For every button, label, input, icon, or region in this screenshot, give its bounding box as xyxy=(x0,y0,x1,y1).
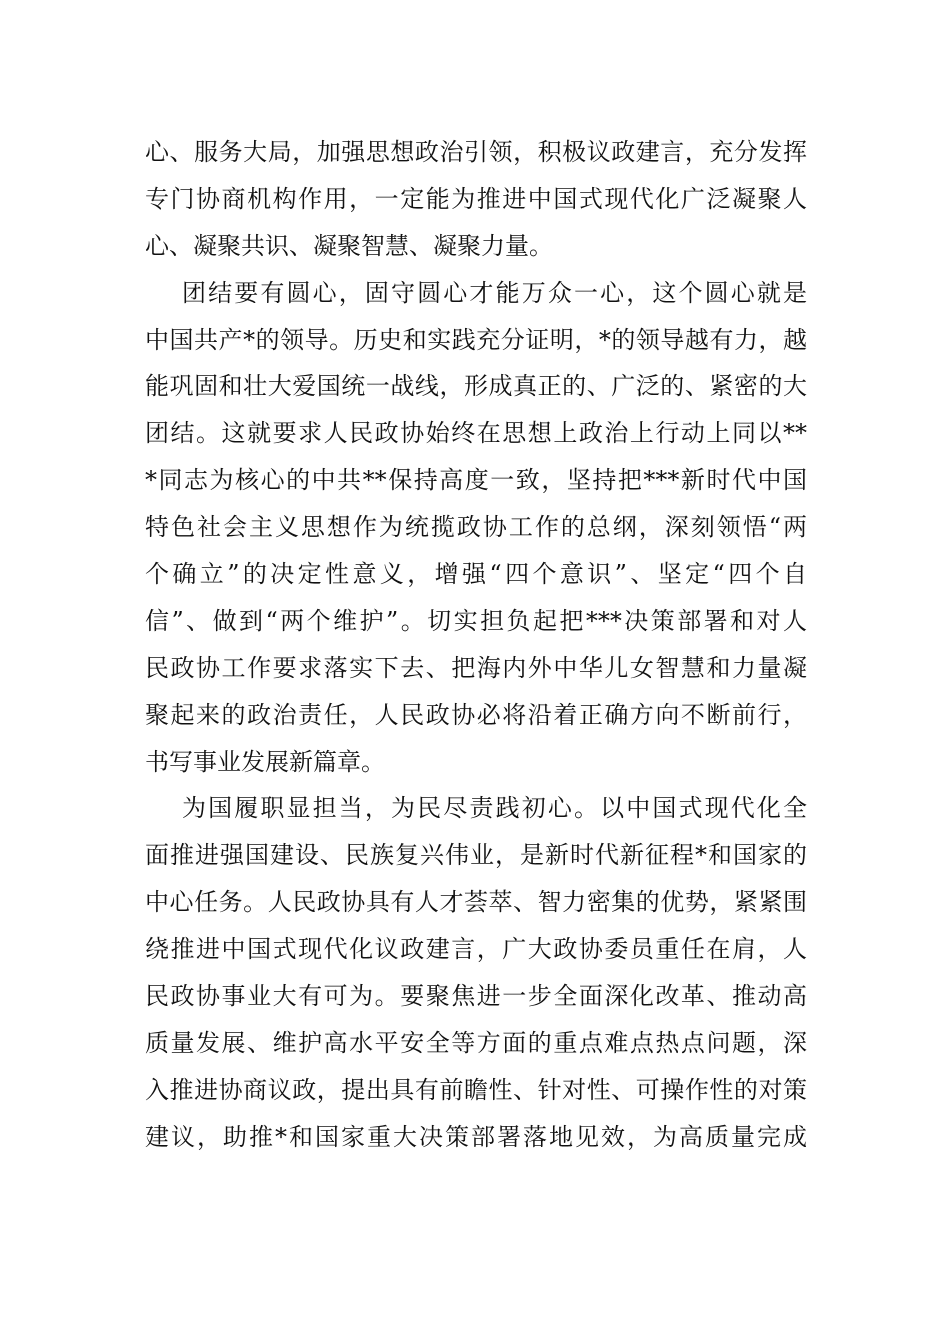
text-line: 个确立”的决定性意义，增强“四个意识”、坚定“四个自 xyxy=(145,560,807,589)
text-line: 团结。这就要求人民政协始终在思想上政治上行动上同以** xyxy=(145,419,807,448)
text-line: 团结要有圆心，固守圆心才能万众一心，这个圆心就是 xyxy=(182,278,807,307)
text-line: 面推进强国建设、民族复兴伟业，是新时代新征程*和国家的 xyxy=(145,841,807,870)
text-line: 特色社会主义思想作为统揽政协工作的总纲，深刻领悟“两 xyxy=(145,513,807,542)
text-line: 绕推进中国式现代化议政建言，广大政协委员重任在肩，人 xyxy=(145,935,807,964)
document-page xyxy=(145,129,807,1161)
text-line: 中心任务。人民政协具有人才荟萃、智力密集的优势，紧紧围 xyxy=(145,888,807,917)
paragraph xyxy=(145,129,807,270)
text-line: 民政协工作要求落实下去、把海内外中华儿女智慧和力量凝 xyxy=(145,653,807,682)
text-line: 信”、做到“两个维护”。切实担负起把***决策部署和对人 xyxy=(145,606,807,635)
text-line: 书写事业发展新篇章。 xyxy=(145,747,385,776)
text-line: 心、凝聚共识、凝聚智慧、凝聚力量。 xyxy=(145,231,553,260)
text-line: *同志为核心的中共**保持高度一致，坚持把***新时代中国 xyxy=(145,466,807,495)
text-line: 为国履职显担当，为民尽责践初心。以中国式现代化全 xyxy=(182,794,807,823)
text-line: 中国共产*的领导。历史和实践充分证明，*的领导越有力，越 xyxy=(145,325,807,354)
text-line: 建议，助推*和国家重大决策部署落地见效，为高质量完成 xyxy=(145,1122,807,1151)
text-line: 专门协商机构作用，一定能为推进中国式现代化广泛凝聚人 xyxy=(145,184,807,213)
text-line: 民政协事业大有可为。要聚焦进一步全面深化改革、推动高 xyxy=(145,982,807,1011)
text-line: 入推进协商议政，提出具有前瞻性、针对性、可操作性的对策 xyxy=(145,1075,807,1104)
text-line: 能巩固和壮大爱国统一战线，形成真正的、广泛的、紧密的大 xyxy=(145,372,807,401)
text-line: 质量发展、维护高水平安全等方面的重点难点热点问题，深 xyxy=(145,1028,807,1057)
text-line: 聚起来的政治责任，人民政协必将沿着正确方向不断前行， xyxy=(145,700,807,729)
paragraph xyxy=(145,785,807,1160)
paragraph xyxy=(145,270,807,786)
text-line: 心、服务大局，加强思想政治引领，积极议政建言，充分发挥 xyxy=(145,138,807,166)
